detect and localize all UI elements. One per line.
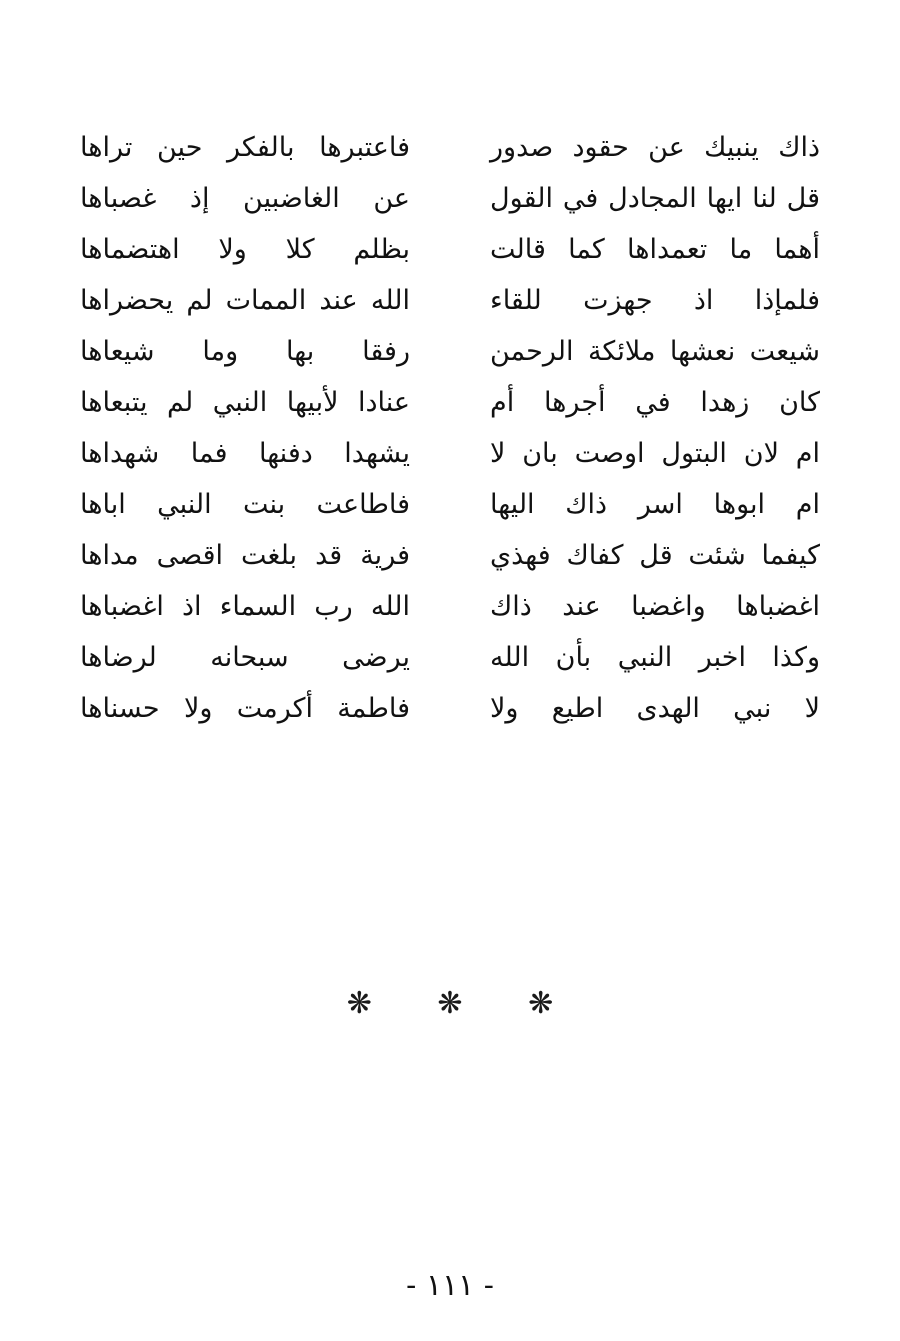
- verse-11: [80, 638, 820, 689]
- verse-6-first-hemistich: كان زهدا في أجرها أم: [490, 387, 820, 418]
- poem: [80, 128, 820, 740]
- page-number: - ١١١ -: [406, 1268, 494, 1303]
- verse-3-first-hemistich: أهما ما تعمداها كما قالت: [490, 234, 820, 265]
- verse-10-first-hemistich: اغضباها واغضبا عند ذاك: [490, 591, 820, 622]
- asterism-star-icon: ❋: [437, 986, 463, 1021]
- verse-7-second-hemistich: يشهدا دفنها فما شهداها: [80, 438, 410, 469]
- verse-7-first-hemistich: ام لان البتول اوصت بان لا: [490, 438, 820, 469]
- verse-3: [80, 230, 820, 281]
- verse-12: [80, 689, 820, 740]
- verse-9-first-hemistich: كيفما شئت قل كفاك فهذي: [490, 540, 820, 571]
- verse-5: [80, 332, 820, 383]
- verse-10-second-hemistich: الله رب السماء اذ اغضباها: [80, 591, 410, 622]
- verse-11-first-hemistich: وكذا اخبر النبي بأن الله: [490, 642, 820, 673]
- asterism-star-icon: ❋: [346, 986, 372, 1021]
- verse-12-second-hemistich: فاطمة أكرمت ولا حسناها: [80, 693, 410, 724]
- verse-11-second-hemistich: يرضى سبحانه لرضاها: [80, 642, 410, 673]
- verse-4-first-hemistich: فلمإذا اذ جهزت للقاء: [490, 285, 820, 316]
- verse-6: [80, 383, 820, 434]
- verse-1-first-hemistich: ذاك ينبيك عن حقود صدور: [490, 132, 820, 163]
- verse-9-second-hemistich: فرية قد بلغت اقصى مداها: [80, 540, 410, 571]
- verse-8: [80, 485, 820, 536]
- verse-12-first-hemistich: لا نبي الهدى اطيع ولا: [490, 693, 820, 724]
- verse-6-second-hemistich: عنادا لأبيها النبي لم يتبعاها: [80, 387, 410, 418]
- verse-5-second-hemistich: رفقا بها وما شيعاها: [80, 336, 410, 367]
- verse-1: [80, 128, 820, 179]
- verse-3-second-hemistich: بظلم كلا ولا اهتضماها: [80, 234, 410, 265]
- verse-2-first-hemistich: قل لنا ايها المجادل في القول: [490, 183, 820, 214]
- verse-1-second-hemistich: فاعتبرها بالفكر حين تراها: [80, 132, 410, 163]
- verse-2: [80, 179, 820, 230]
- verse-10: [80, 587, 820, 638]
- verse-7: [80, 434, 820, 485]
- verse-2-second-hemistich: عن الغاضبين إذ غصباها: [80, 183, 410, 214]
- section-divider-ornament: [0, 986, 900, 1021]
- verse-5-first-hemistich: شيعت نعشها ملائكة الرحمن: [490, 336, 820, 367]
- verse-9: [80, 536, 820, 587]
- verse-8-second-hemistich: فاطاعت بنت النبي اباها: [80, 489, 410, 520]
- asterism-star-icon: ❋: [528, 986, 554, 1021]
- verse-8-first-hemistich: ام ابوها اسر ذاك اليها: [490, 489, 820, 520]
- verse-4-second-hemistich: الله عند الممات لم يحضراها: [80, 285, 410, 316]
- verse-4: [80, 281, 820, 332]
